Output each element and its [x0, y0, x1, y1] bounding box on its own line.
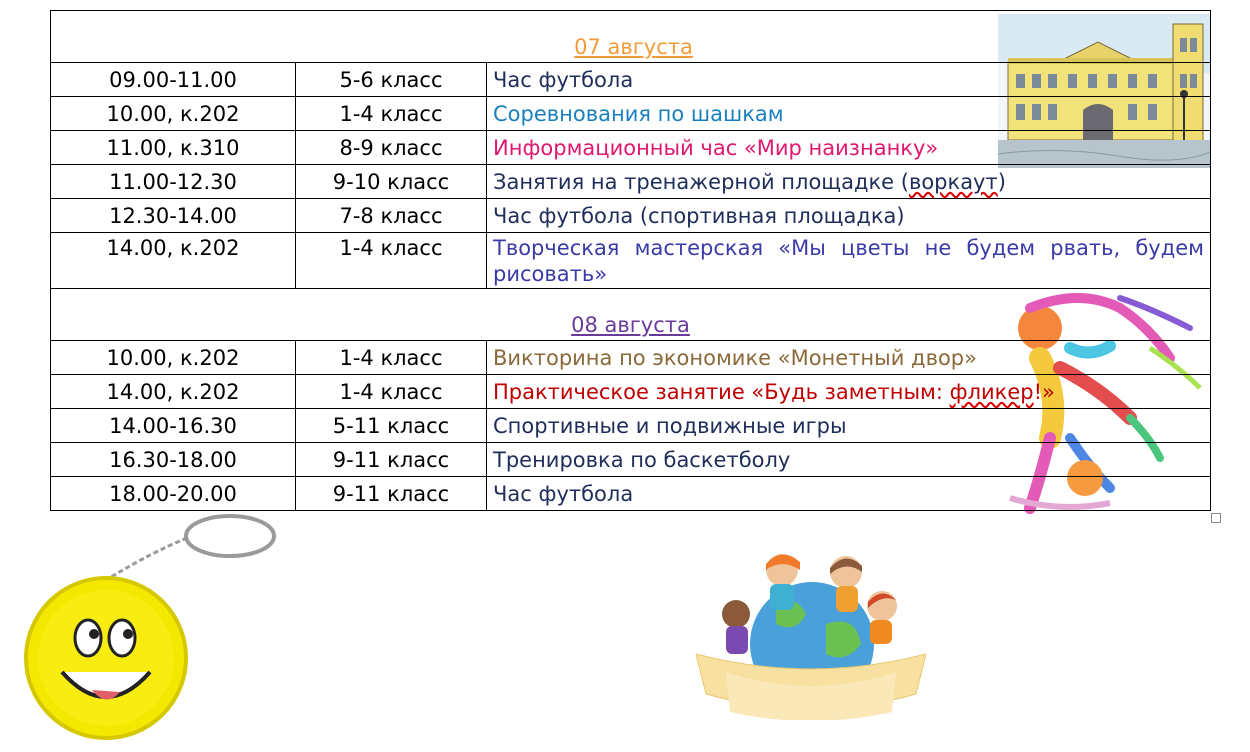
schedule-table: [50, 10, 1211, 511]
time-cell: 18.00-20.00: [51, 477, 296, 511]
grade-cell: 1-4 класс: [296, 341, 487, 375]
table-row: [51, 131, 1211, 165]
spellcheck-word: фликер: [949, 379, 1034, 404]
event-cell: Тренировка по баскетболу: [487, 443, 1211, 477]
event-cell: [487, 375, 1211, 409]
date-heading: 07 августа: [51, 11, 1211, 63]
resize-handle[interactable]: [1211, 513, 1221, 523]
grade-cell: 5-11 класс: [296, 409, 487, 443]
event-text: Занятия на тренажерной площадке (: [493, 169, 909, 194]
event-text: !»: [1033, 379, 1055, 404]
table-row: [51, 63, 1211, 97]
grade-cell: 9-11 класс: [296, 443, 487, 477]
event-text: ): [997, 169, 1006, 194]
grade-cell: 1-4 класс: [296, 233, 487, 289]
table-row: [51, 409, 1211, 443]
spellcheck-word: воркаут: [908, 169, 998, 194]
event-text: Практическое занятие «Будь заметным:: [493, 379, 950, 404]
time-cell: 14.00, к.202: [51, 233, 296, 289]
event-cell: Творческая мастерская «Мы цветы не будем рвать, будем рисовать»: [487, 233, 1211, 289]
date-header-row: [51, 289, 1211, 341]
table-row: [51, 165, 1211, 199]
event-cell: Викторина по экономике «Монетный двор»: [487, 341, 1211, 375]
smiley-keychain-illustration: [22, 512, 278, 742]
table-row: [51, 233, 1211, 289]
event-cell: Соревнования по шашкам: [487, 97, 1211, 131]
grade-cell: 5-6 класс: [296, 63, 487, 97]
grade-cell: 8-9 класс: [296, 131, 487, 165]
time-cell: 16.30-18.00: [51, 443, 296, 477]
date-heading: 08 августа: [51, 289, 1211, 341]
table-row: [51, 477, 1211, 511]
event-cell: Час футбола: [487, 477, 1211, 511]
time-cell: 14.00, к.202: [51, 375, 296, 409]
event-cell: [487, 165, 1211, 199]
grade-cell: 9-10 класс: [296, 165, 487, 199]
table-row: [51, 97, 1211, 131]
time-cell: 11.00-12.30: [51, 165, 296, 199]
event-cell: Информационный час «Мир наизнанку»: [487, 131, 1211, 165]
grade-cell: 1-4 класс: [296, 97, 487, 131]
event-cell: Час футбола: [487, 63, 1211, 97]
time-cell: 12.30-14.00: [51, 199, 296, 233]
time-cell: 11.00, к.310: [51, 131, 296, 165]
date-header-row: [51, 11, 1211, 63]
kids-globe-illustration: [696, 544, 926, 720]
table-row: [51, 199, 1211, 233]
table-row: [51, 375, 1211, 409]
grade-cell: 1-4 класс: [296, 375, 487, 409]
grade-cell: 7-8 класс: [296, 199, 487, 233]
table-row: [51, 341, 1211, 375]
time-cell: 10.00, к.202: [51, 97, 296, 131]
time-cell: 09.00-11.00: [51, 63, 296, 97]
table-row: [51, 443, 1211, 477]
event-cell: Спортивные и подвижные игры: [487, 409, 1211, 443]
grade-cell: 9-11 класс: [296, 477, 487, 511]
time-cell: 10.00, к.202: [51, 341, 296, 375]
time-cell: 14.00-16.30: [51, 409, 296, 443]
event-cell: Час футбола (спортивная площадка): [487, 199, 1211, 233]
